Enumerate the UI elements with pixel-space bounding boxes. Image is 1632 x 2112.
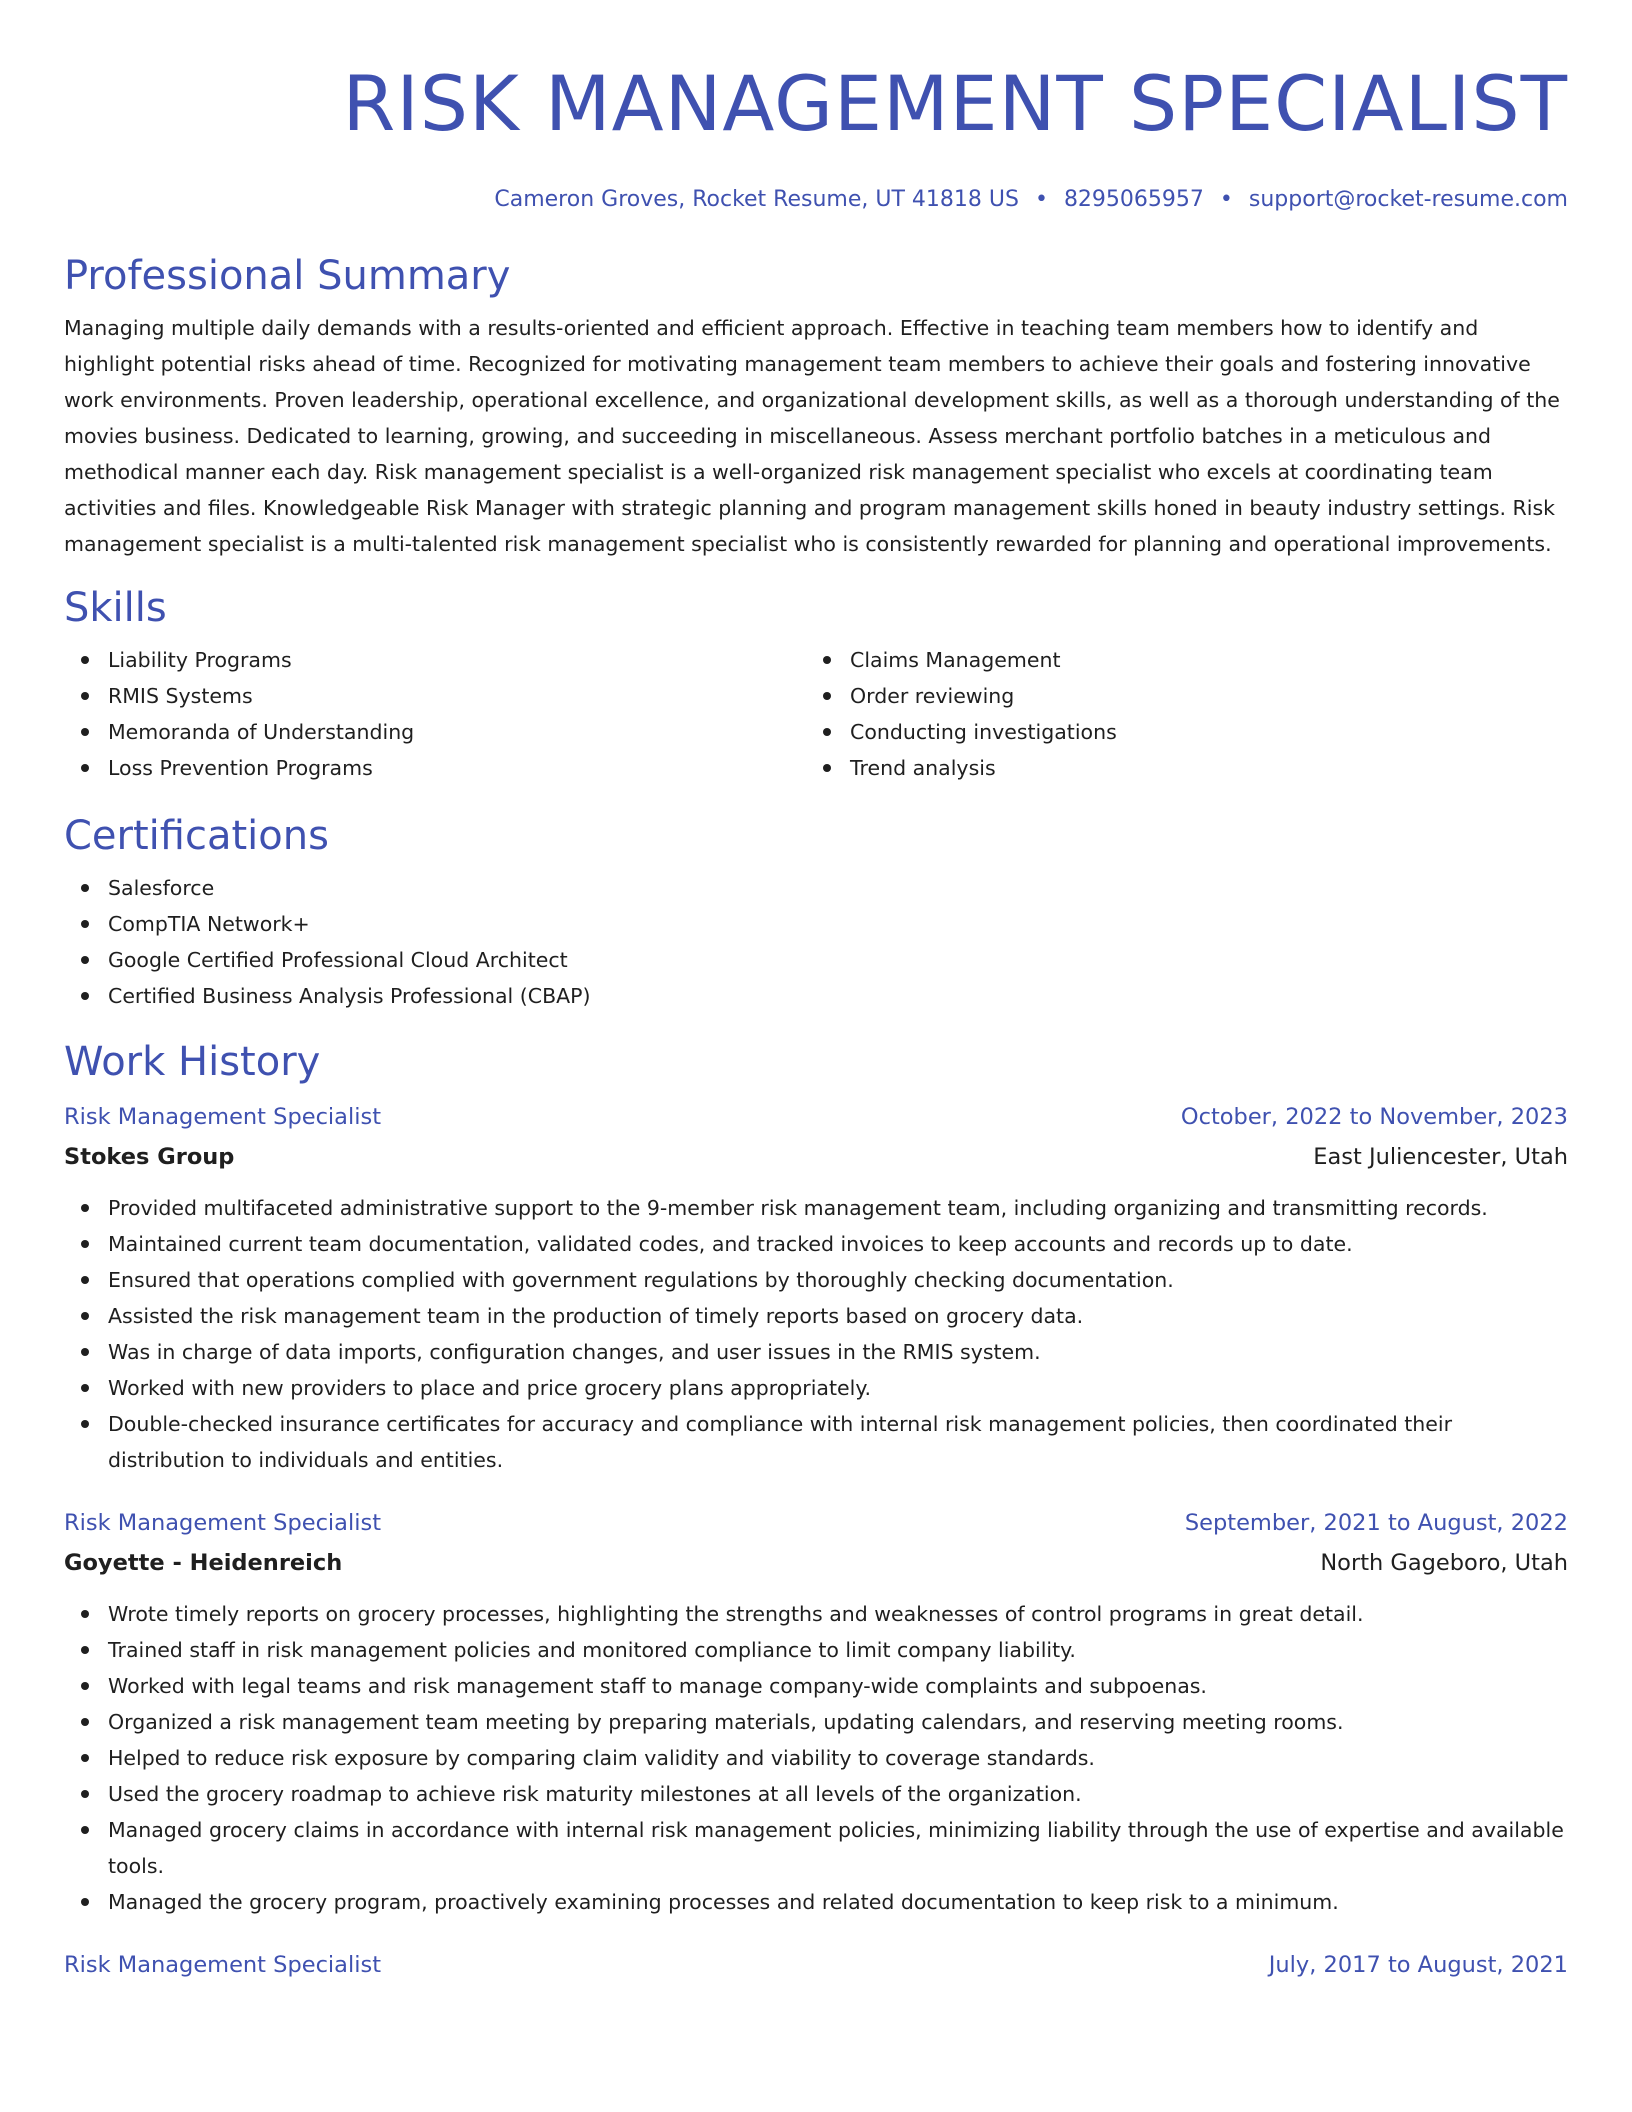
job-entry (64, 1504, 1568, 1920)
certifications-heading: Certifications (64, 813, 329, 859)
summary-text: Managing multiple daily demands with a results-oriented and efficient approach. Effective in teaching team members how to identify and highlight potential risks ahead of time. Recognized for motivating management team members to achieve their goals and fostering innovative work environments. Proven leadership, operational excellence, and organizational development skills, as well as a thorough understanding of the movies business. Dedicated to learning, growing, and succeeding in miscellaneous. Assess merchant portfolio batches in a meticulous and methodical manner each day. Risk management specialist is a well-organized risk management specialist who excels at coordinating team activities and files. Knowledgeable Risk Manager with strategic planning and program management skills honed in beauty industry settings. Risk management specialist is a multi-talented risk management specialist who is consistently rewarded for planning and operational improvements. (64, 316, 1560, 556)
job-bullet: Used the grocery roadmap to achieve risk maturity milestones at all levels of the organization. (64, 1776, 1568, 1812)
contact-separator: • (1034, 187, 1048, 212)
job-header (64, 1946, 1568, 1984)
skill-item: Loss Prevention Programs (64, 750, 806, 786)
certification-item: Salesforce (64, 870, 1568, 906)
skill-item: Trend analysis (806, 750, 1568, 786)
skills-heading: Skills (64, 585, 167, 631)
work-history-section (64, 1036, 1568, 1984)
job-location: North Gageboro, Utah (1320, 1550, 1568, 1576)
certification-item: Certified Business Analysis Professional (CBAP) (64, 978, 1568, 1014)
skills-column-right (806, 642, 1568, 786)
certification-item: CompTIA Network+ (64, 906, 1568, 942)
certifications-section (64, 810, 1568, 1014)
job-location: East Juliencester, Utah (1313, 1144, 1568, 1170)
contact-address: Cameron Groves, Rocket Resume, UT 41818 US (494, 187, 1019, 212)
contact-phone: 8295065957 (1063, 187, 1204, 212)
job-bullet: Managed grocery claims in accordance with internal risk management policies, minimizing liability through the use of expertise and available tools. (64, 1812, 1568, 1884)
job-bullet: Trained staff in risk management policies and monitored compliance to limit company liability. (64, 1632, 1568, 1668)
skill-item: Order reviewing (806, 678, 1568, 714)
job-subheader (64, 1138, 1568, 1176)
job-bullet: Double-checked insurance certificates for accuracy and compliance with internal risk management policies, then coordinated their distribution to individuals and entities. (64, 1406, 1568, 1478)
job-bullet: Helped to reduce risk exposure by comparing claim validity and viability to coverage standards. (64, 1740, 1568, 1776)
job-bullet: Managed the grocery program, proactively examining processes and related documentation to keep risk to a minimum. (64, 1884, 1568, 1920)
job-bullet: Organized a risk management team meeting by preparing materials, updating calendars, and reserving meeting rooms. (64, 1704, 1568, 1740)
contact-line (64, 184, 1568, 216)
job-header (64, 1098, 1568, 1136)
job-subheader (64, 1544, 1568, 1582)
job-company: Stokes Group (64, 1144, 235, 1170)
job-bullet: Worked with new providers to place and price grocery plans appropriately. (64, 1370, 1568, 1406)
skills-section (64, 582, 1568, 786)
summary-section (64, 250, 1568, 562)
job-bullets (64, 1190, 1568, 1478)
job-header (64, 1504, 1568, 1542)
job-title: Risk Management Specialist (64, 1104, 382, 1130)
skill-item: Liability Programs (64, 642, 806, 678)
skill-item: RMIS Systems (64, 678, 806, 714)
certification-item: Google Certified Professional Cloud Architect (64, 942, 1568, 978)
job-entry (64, 1946, 1568, 1984)
skills-list (64, 642, 1568, 786)
summary-heading: Professional Summary (64, 253, 511, 299)
job-bullet: Assisted the risk management team in the production of timely reports based on grocery data. (64, 1298, 1568, 1334)
job-bullet: Provided multifaceted administrative support to the 9-member risk management team, including organizing and transmitting records. (64, 1190, 1568, 1226)
job-bullet: Was in charge of data imports, configuration changes, and user issues in the RMIS system. (64, 1334, 1568, 1370)
job-bullet: Ensured that operations complied with government regulations by thoroughly checking documentation. (64, 1262, 1568, 1298)
job-dates: October, 2022 to November, 2023 (1180, 1104, 1568, 1130)
skill-item: Memoranda of Understanding (64, 714, 806, 750)
job-bullet: Worked with legal teams and risk management staff to manage company-wide complaints and subpoenas. (64, 1668, 1568, 1704)
job-title: Risk Management Specialist (64, 1510, 382, 1536)
job-dates: September, 2021 to August, 2022 (1184, 1510, 1568, 1536)
job-bullet: Wrote timely reports on grocery processes, highlighting the strengths and weaknesses of control programs in great detail. (64, 1596, 1568, 1632)
job-company: Goyette - Heidenreich (64, 1550, 343, 1576)
contact-separator: • (1219, 187, 1233, 212)
job-title: Risk Management Specialist (64, 1952, 382, 1978)
resume-title: RISK MANAGEMENT SPECIALIST (342, 59, 1568, 148)
contact-email[interactable]: support@rocket-resume.com (1248, 187, 1568, 212)
job-dates: July, 2017 to August, 2021 (1268, 1952, 1568, 1978)
skill-item: Conducting investigations (806, 714, 1568, 750)
skills-column-left (64, 642, 806, 786)
work-history-heading: Work History (64, 1039, 321, 1085)
job-entry (64, 1098, 1568, 1478)
resume-page (64, 0, 1568, 1984)
job-bullets (64, 1596, 1568, 1920)
skill-item: Claims Management (806, 642, 1568, 678)
job-bullet: Maintained current team documentation, validated codes, and tracked invoices to keep accounts and records up to date. (64, 1226, 1568, 1262)
certifications-list (64, 870, 1568, 1014)
